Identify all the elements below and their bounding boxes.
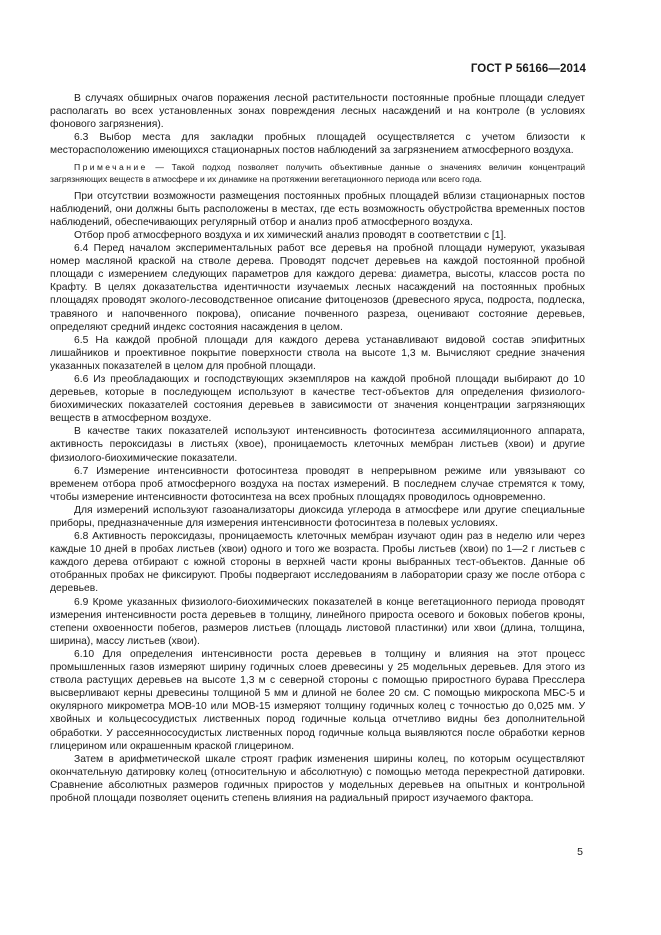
paragraph: В случаях обширных очагов поражения лесной растительности постоянные пробные площади следует располагать во всех установленных зонах повреждения лесных насаждений и на контроле (в условиях фонового загрязнения). [50, 93, 585, 131]
paragraph: 6.4 Перед началом экспериментальных работ все деревья на пробной площади нумеруют, указывая номер масляной краской на стволе дерева. Проводят подсчет деревьев на каждой постоянной пробной площади с измерением следующих параметров для каждого дерева: диаметра, высоты, классов роста по Крафту. В целях доказательства идентичности изучаемых лесных насаждений на постоянных пробных площадях проводят эколого-лесоводственное описание фитоценозов (древесного яруса, подроста, подлеска, травяного и напочвенного покрова), описание почвенного разреза, оценивают состояние деревьев, определяют средний индекс состояния насаждения в целом. [50, 243, 585, 333]
paragraph: 6.9 Кроме указанных физиолого-биохимических показателей в конце вегетационного периода проводят измерения интенсивности роста деревьев в толщину, линейного прироста осевого и боковых побегов кроны, степени охвоенности побегов, размеров листьев (площадь листовой пластинки) или хвои (длина, толщина, ширина), массу листьев (хвои). [50, 596, 585, 647]
paragraph: Отбор проб атмосферного воздуха и их химический анализ проводят в соответствии с [1]. [74, 229, 507, 241]
paragraph: В качестве таких показателей используют интенсивность фотосинтеза ассимиляционного аппарата, активность пероксидазы в листьях (хвое), проницаемость клеточных мембран листьев (хвои) и другие физиолого-биохимические показатели. [50, 426, 585, 464]
paragraph: 6.5 На каждой пробной площади для каждого дерева устанавливают видовой состав эпифитных лишайников и проективное покрытие поверхности ствола на высоте 1,3 м. Вычисляют средние значения указанных показателей в целом для пробной площади. [50, 334, 585, 372]
paragraph: 6.10 Для определения интенсивности роста деревьев в толщину и влияния на этот процесс промышленных газов измеряют ширину годичных слоев древесины у 25 модельных деревьев. Для этого из ствола растущих деревьев на высоте 1,3 м с северной стороны с помощью приростного бурава Пресслера высверливают керны древесины толщиной 5 мм и длиной не более 20 см. С помощью микроскопа МБС-5 и окулярного микрометра МОВ-10 или МОВ-15 измеряют толщину годичных колец с точностью до 0,025 мм. У хвойных и кольцесосудистых лиственных пород годичные кольца отчетливо видны без дополнительной обработки. У рассеяннососудистых лиственных пород годичные кольца выявляются после обработки кернов глицерином или окрашенным краской глицерином. [50, 648, 585, 752]
note-label: Примечание [74, 162, 148, 173]
paragraph: 6.3 Выбор места для закладки пробных площадей осуществляется с учетом близости к месторасположению имеющихся стационарных постов наблюдений за загрязнением атмосферного воздуха. [50, 132, 585, 157]
paragraph: При отсутствии возможности размещения постоянных пробных площадей вблизи стационарных постов наблюдений, они должны быть расположены в местах, где есть возможность обустройства временных постов наблюдений, обеспечивающих регулярный отбор и анализ проб атмосферного воздуха. [50, 190, 585, 228]
paragraph: Затем в арифметической шкале строят график изменения ширины колец, по которым осуществляют окончательную датировку колец (относительную и абсолютную) с помощью метода перекрестной датировки. Сравнение абсолютных размеров годичных приростов у модельных деревьев на опытных и контрольной пробной площади позволяет оценить степень влияния на радиальный прирост изучаемого фактора. [50, 753, 585, 804]
paragraph: 6.8 Активность пероксидазы, проницаемость клеточных мембран изучают один раз в неделю или через каждые 10 дней в пробах листьев (хвои) одного и того же возраста. Пробы листьев (хвои) по 1—2 г листьев с каждого дерева отбирают с южной стороны в верхней части кроны выбранных тест-объектов. Данные об отобранных пробах не фиксируют. Пробы подвергают исследованиям в лаборатории сразу же после отбора с деревьев. [50, 531, 585, 595]
document-body [50, 92, 585, 805]
note [50, 162, 585, 185]
paragraph: 6.7 Измерение интенсивности фотосинтеза проводят в непрерывном режиме или увязывают со временем отбора проб атмосферного воздуха на постах измерений. В последнем случае стремятся к тому, чтобы измерение интенсивности фотосинтеза на всех пробных площадях проводилось одновременно. [50, 465, 585, 503]
standard-code-header: ГОСТ Р 56166—2014 [470, 63, 586, 75]
paragraph: 6.6 Из преобладающих и господствующих экземпляров на каждой пробной площади выбирают до 10 деревьев, которые в последующем используют в качестве тест-объектов для определения физиолого-биохимических показателей состояния деревьев в зависимости от значения концентрации загрязняющих веществ в атмосферном воздухе. [50, 373, 585, 425]
paragraph: Для измерений используют газоанализаторы диоксида углерода в атмосфере или другие специальные приборы, предназначенные для измерения интенсивности фотосинтеза в полевых условиях. [50, 504, 585, 529]
page-number: 5 [577, 846, 583, 858]
note-text: — Такой подход позволяет получить объективные данные о значениях величин концентраций загрязняющих веществ в атмосфере и их динамике на протяжении вегетационного периода или всего года. [50, 162, 585, 185]
